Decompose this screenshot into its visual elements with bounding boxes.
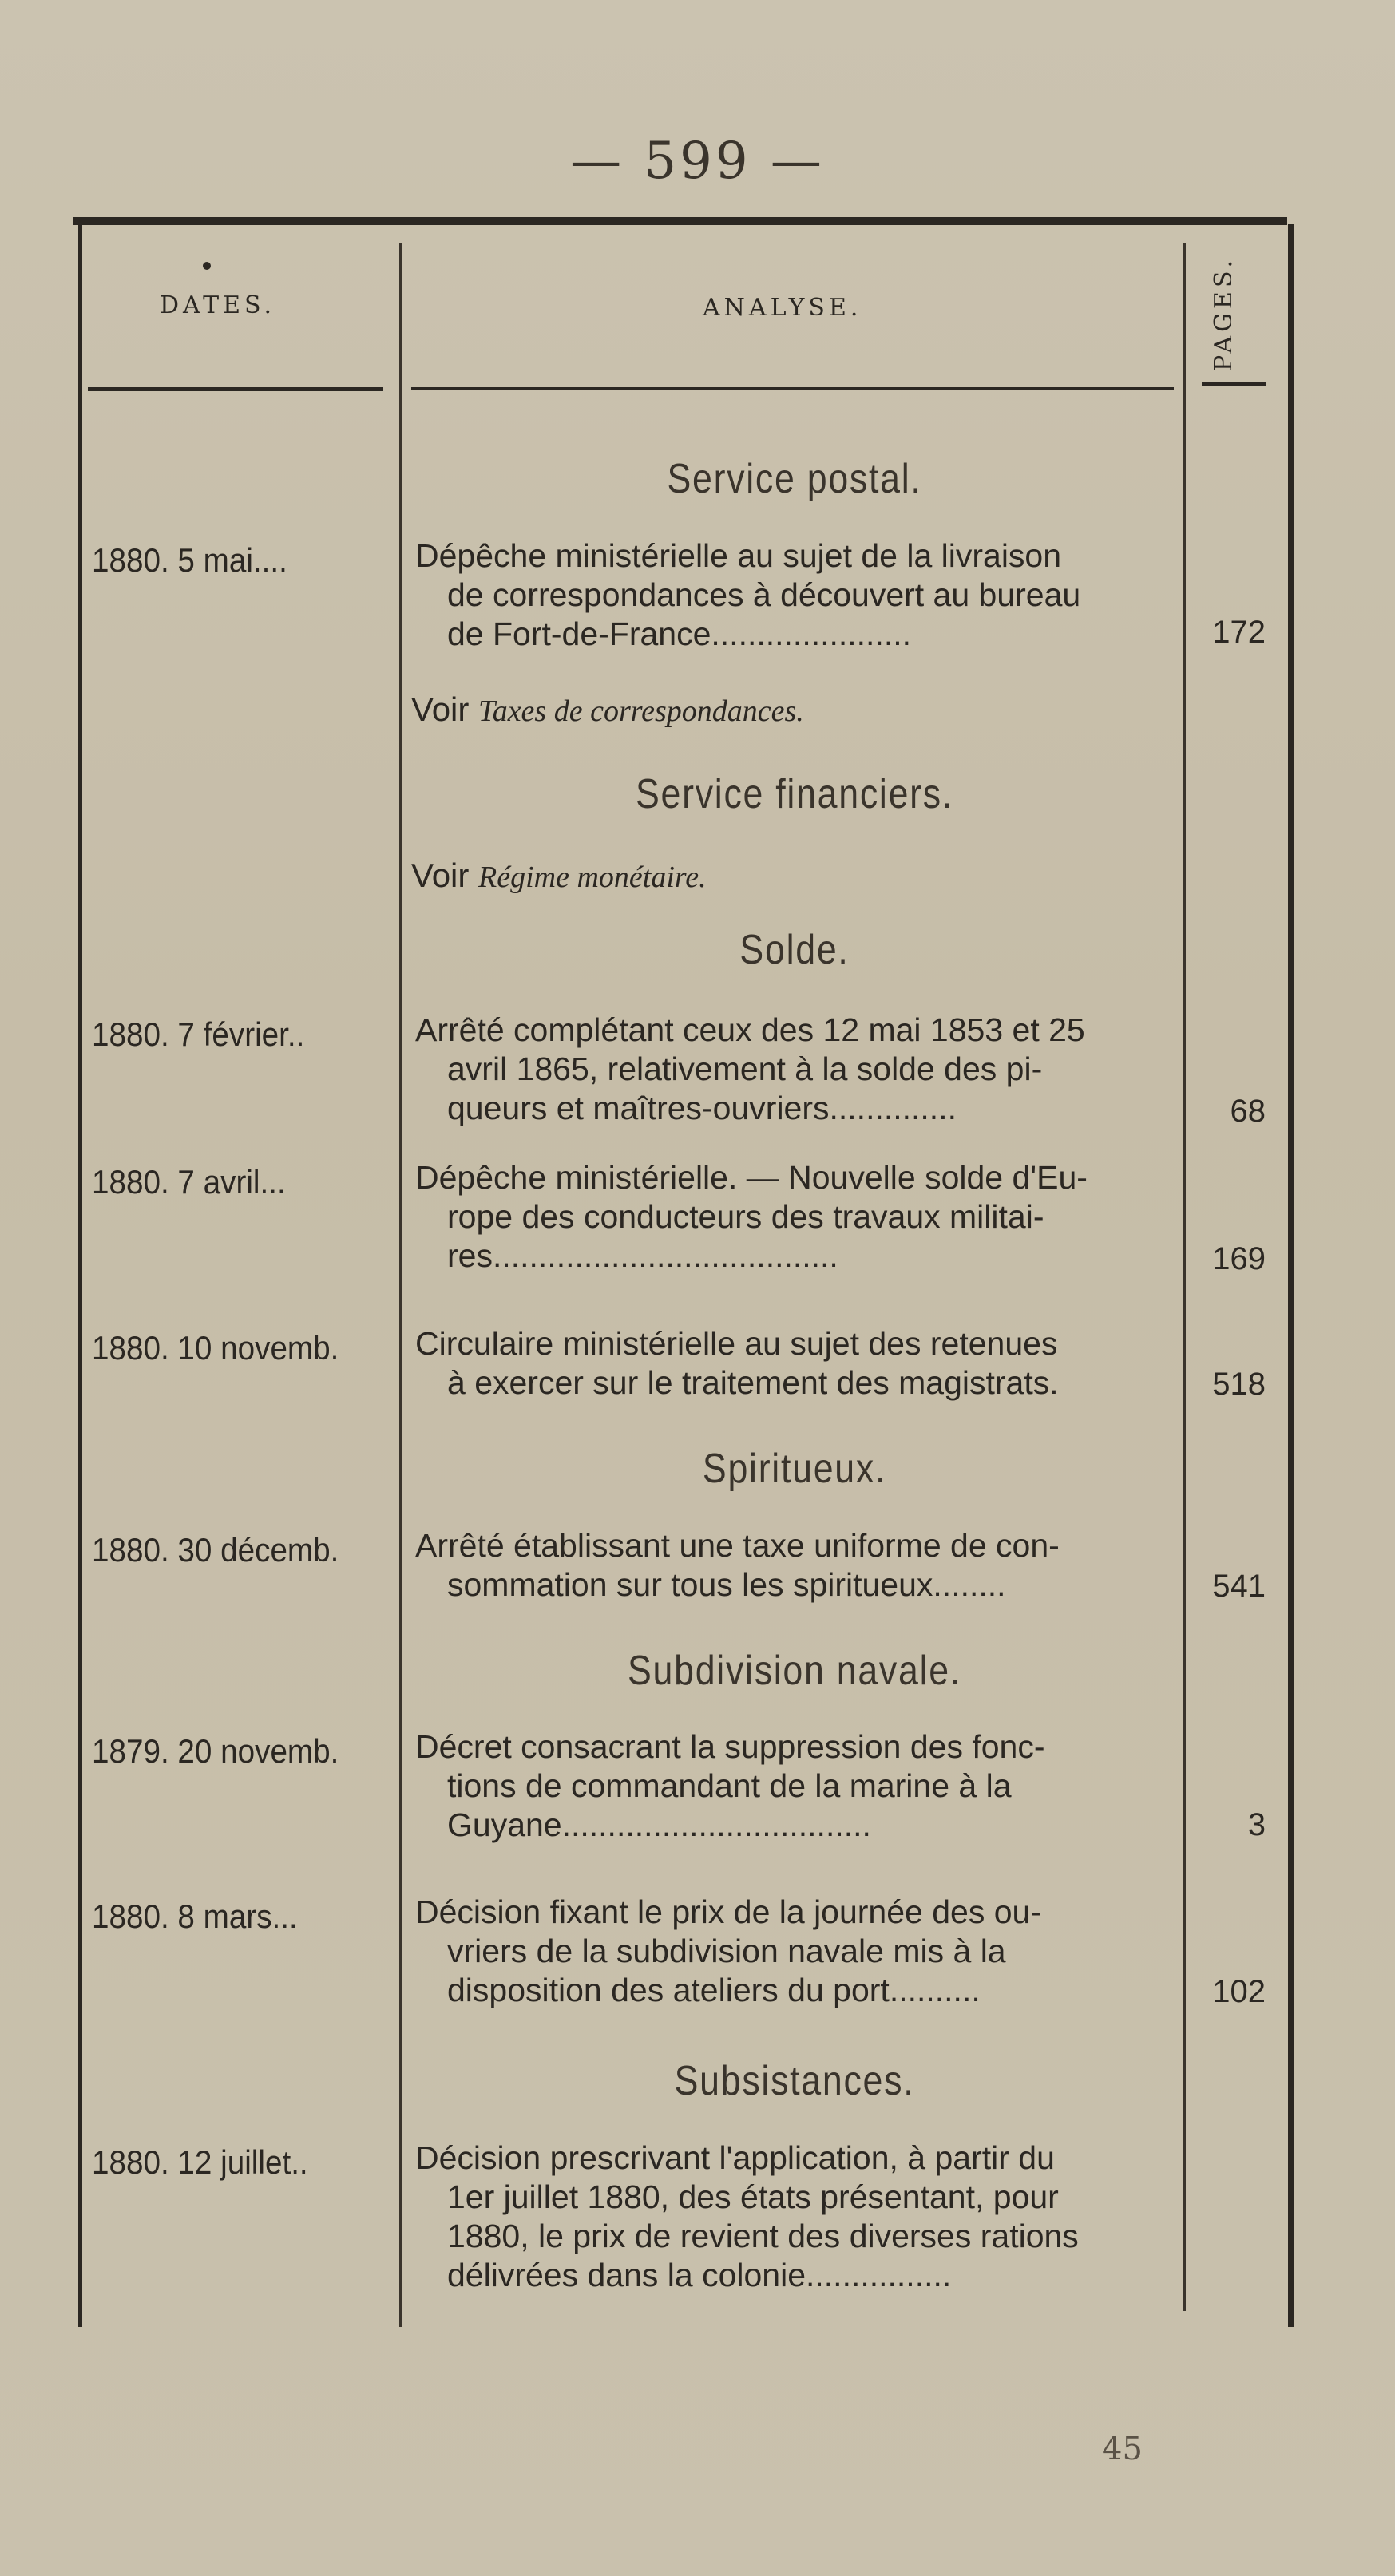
- entry-line: Circulaire ministérielle au sujet des retenues: [415, 1325, 1058, 1362]
- section-title: Service postal.: [667, 456, 922, 502]
- entry-page-ref: 518: [1212, 1367, 1266, 1402]
- section-title: Subsistances.: [674, 2058, 915, 2104]
- entry-line: de Fort-de-France......................: [447, 615, 912, 652]
- entry-line: vriers de la subdivision navale mis à la: [447, 1933, 1006, 1969]
- entry-line: de correspondances à découvert au bureau: [447, 576, 1081, 613]
- entry-line: Décision prescrivant l'application, à partir du: [415, 2139, 1055, 2176]
- see-also: [411, 857, 707, 895]
- entry-page-ref: 3: [1247, 1807, 1266, 1842]
- entry-line: queurs et maîtres-ouvriers..............: [447, 1090, 957, 1126]
- entry-analysis: [415, 1011, 1174, 1128]
- entry-analysis: [415, 1893, 1174, 2010]
- entry-analysis: [415, 536, 1174, 654]
- entry-line: 1880, le prix de revient des diverses rations: [447, 2218, 1079, 2254]
- entry-line: tions de commandant de la marine à la: [447, 1767, 1012, 1804]
- see-also-ref: Taxes de correspondances.: [478, 694, 804, 728]
- entry-analysis: [415, 1158, 1174, 1276]
- entry-date: 1880. 30 décemb.: [92, 1531, 339, 1569]
- header-dot: [203, 262, 211, 270]
- section-title: Service financiers.: [635, 771, 954, 817]
- folio-signature: 45: [1102, 2431, 1143, 2467]
- header-rule-dates: [88, 387, 383, 391]
- entry-line: Guyane..................................: [447, 1806, 871, 1843]
- entry-date: 1880. 12 juillet..: [92, 2143, 308, 2181]
- entry-date: 1879. 20 novemb.: [92, 1732, 339, 1770]
- entry-page-ref: 102: [1212, 1974, 1266, 2009]
- entry-date: 1880. 10 novemb.: [92, 1329, 339, 1367]
- entry-page-ref: 172: [1212, 615, 1266, 650]
- section-title: Spiritueux.: [702, 1446, 887, 1492]
- see-also-prefix: Voir: [411, 690, 470, 728]
- entry-line: avril 1865, relativement à la solde des pi-: [447, 1051, 1043, 1087]
- entry-analysis: [415, 1727, 1174, 1845]
- column-divider-pages: [1183, 243, 1186, 2311]
- entry-line: Dépêche ministérielle. — Nouvelle solde d'Eu-: [415, 1159, 1088, 1196]
- column-header-pages: PAGES.: [1210, 256, 1238, 371]
- entry-line: 1er juillet 1880, des états présentant, pour: [447, 2178, 1059, 2215]
- section-title: Subdivision navale.: [627, 1648, 962, 1694]
- header-rule-analyse: [411, 387, 1174, 390]
- header-rule-pages: [1202, 382, 1266, 386]
- entry-analysis: [415, 1324, 1174, 1403]
- entry-analysis: [415, 2139, 1174, 2295]
- column-header-analyse: ANALYSE.: [703, 294, 862, 322]
- see-also-prefix: Voir: [411, 857, 470, 894]
- entry-line: rope des conducteurs des travaux militai-: [447, 1198, 1044, 1235]
- entry-page-ref: 169: [1212, 1241, 1266, 1276]
- see-also: [411, 690, 804, 729]
- column-divider-dates: [399, 243, 402, 2327]
- column-header-dates: DATES.: [160, 291, 276, 319]
- section-title: Solde.: [739, 927, 850, 973]
- entry-line: Décision fixant le prix de la journée des ou-: [415, 1893, 1041, 1930]
- entry-date: 1880. 7 avril...: [92, 1163, 286, 1201]
- entry-line: délivrées dans la colonie................: [447, 2257, 952, 2293]
- page-number: — 599 —: [570, 132, 825, 191]
- entry-line: disposition des ateliers du port..........: [447, 1972, 981, 2008]
- see-also-ref: Régime monétaire.: [478, 861, 707, 894]
- entry-page-ref: 541: [1212, 1569, 1266, 1604]
- entry-line: sommation sur tous les spiritueux........: [447, 1566, 1006, 1603]
- entry-page-ref: 68: [1230, 1094, 1266, 1129]
- entry-line: à exercer sur le traitement des magistrats.: [447, 1364, 1059, 1401]
- entry-line: Dépêche ministérielle au sujet de la livraison: [415, 537, 1062, 574]
- entry-date: 1880. 8 mars...: [92, 1897, 298, 1935]
- entry-analysis: [415, 1526, 1174, 1605]
- entry-line: res......................................: [447, 1237, 838, 1274]
- entry-line: Décret consacrant la suppression des fonc-: [415, 1728, 1045, 1765]
- entry-line: Arrêté complétant ceux des 12 mai 1853 et 25: [415, 1011, 1085, 1048]
- entry-line: Arrêté établissant une taxe uniforme de con-: [415, 1527, 1060, 1564]
- entry-date: 1880. 5 mai....: [92, 541, 287, 579]
- entry-date: 1880. 7 février..: [92, 1015, 305, 1053]
